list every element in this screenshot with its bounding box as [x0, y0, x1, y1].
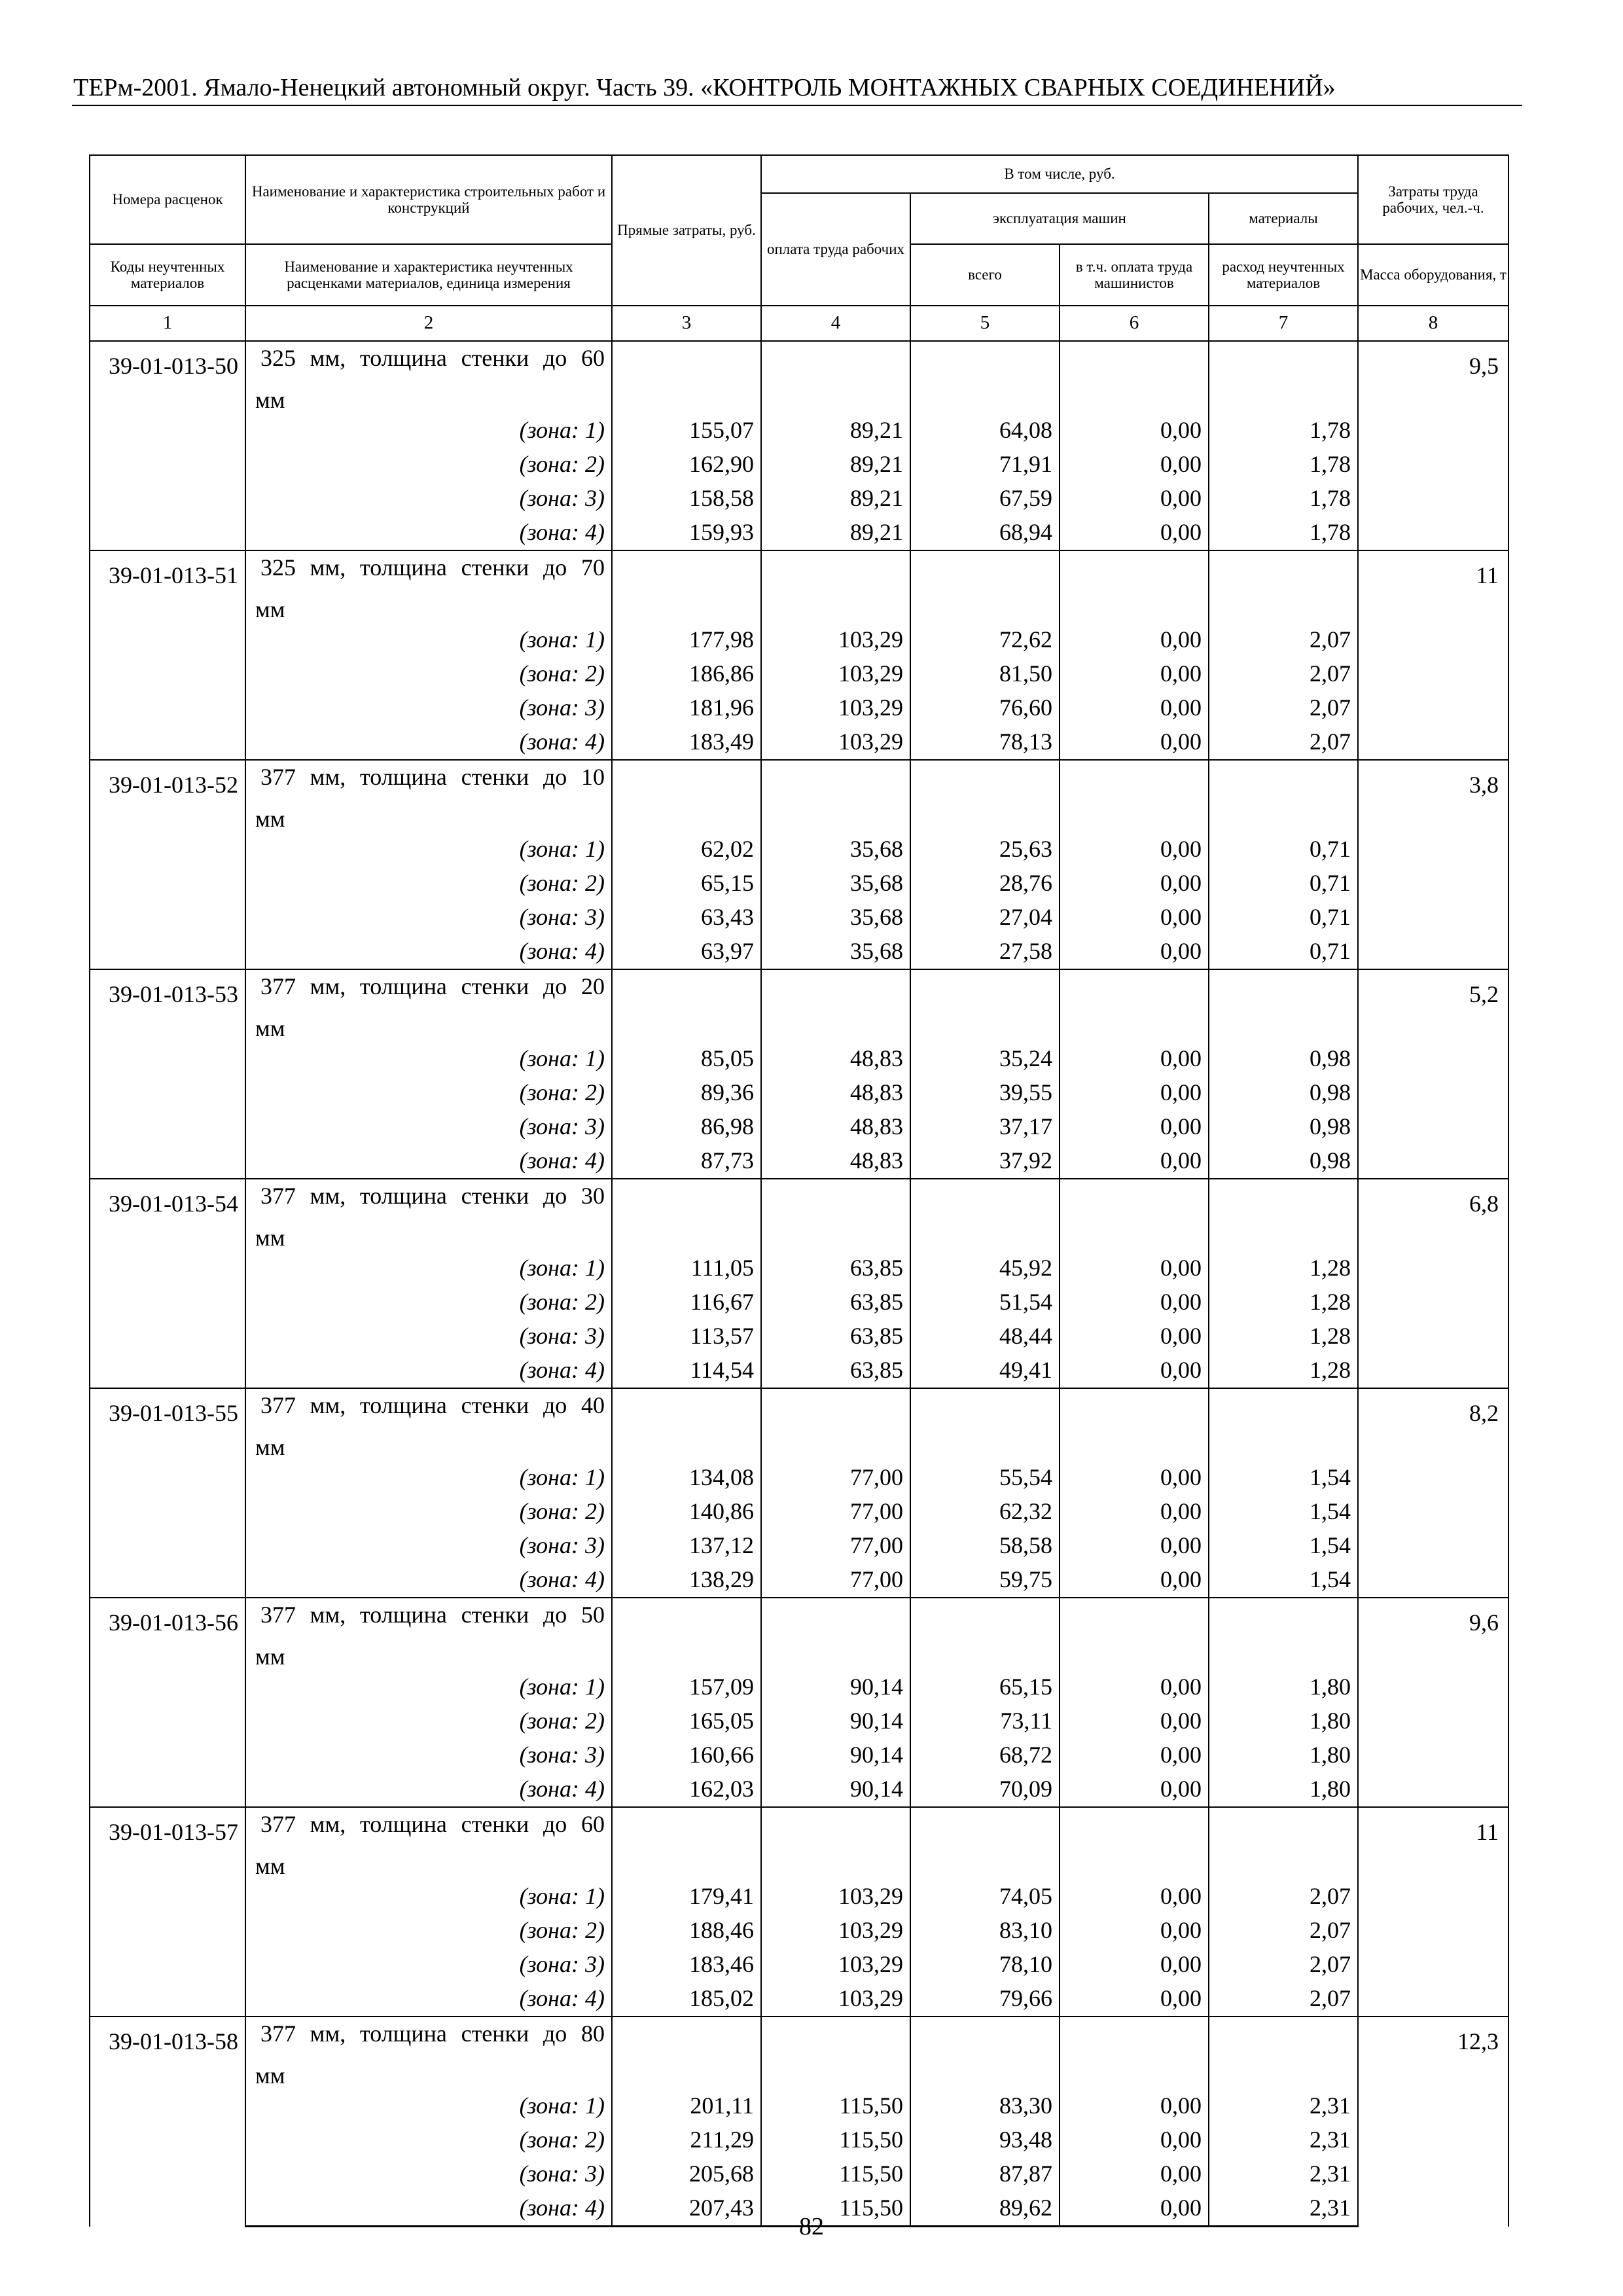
- direct-costs: 86,98: [612, 1110, 761, 1144]
- labor-pay: 89,21: [761, 482, 910, 516]
- machines-operators: 0,00: [1060, 414, 1209, 448]
- zone-label: (зона: 2): [245, 657, 612, 691]
- materials: 0,98: [1209, 1076, 1358, 1110]
- materials: 2,31: [1209, 2157, 1358, 2191]
- labor-pay: 48,83: [761, 1110, 910, 1144]
- direct-costs: 177,98: [612, 623, 761, 657]
- materials: 1,28: [1209, 1319, 1358, 1354]
- labor-pay: 90,14: [761, 1704, 910, 1738]
- direct-costs: 89,36: [612, 1076, 761, 1110]
- machines-operators: 0,00: [1060, 1670, 1209, 1704]
- column-number: 2: [245, 306, 612, 341]
- labor-pay: 103,29: [761, 1982, 910, 2017]
- direct-costs: 185,02: [612, 1982, 761, 2017]
- machines-operators: 0,00: [1060, 482, 1209, 516]
- zone-label: (зона: 2): [245, 2123, 612, 2157]
- zone-label: (зона: 3): [245, 1529, 612, 1563]
- machines-operators: 0,00: [1060, 1563, 1209, 1598]
- labor-pay: 103,29: [761, 1948, 910, 1982]
- machines-total: 83,10: [910, 1914, 1060, 1948]
- column-number: 7: [1209, 306, 1358, 341]
- direct-costs: 181,96: [612, 691, 761, 725]
- rate-description-unit: мм: [245, 589, 612, 623]
- materials: 0,98: [1209, 1110, 1358, 1144]
- direct-costs: 134,08: [612, 1461, 761, 1495]
- header-materials: материалы: [1209, 193, 1358, 244]
- rate-description-unit: мм: [245, 1217, 612, 1251]
- materials: 2,07: [1209, 1948, 1358, 1982]
- machines-total: 27,04: [910, 901, 1060, 935]
- machines-total: 49,41: [910, 1354, 1060, 1388]
- zone-label: (зона: 1): [245, 623, 612, 657]
- machines-operators: 0,00: [1060, 1704, 1209, 1738]
- direct-costs: 183,46: [612, 1948, 761, 1982]
- materials: 1,80: [1209, 1738, 1358, 1772]
- labor-pay: 35,68: [761, 901, 910, 935]
- header-code-top: Номера расценок: [90, 155, 245, 244]
- direct-costs: 162,90: [612, 448, 761, 482]
- materials: 1,28: [1209, 1354, 1358, 1388]
- direct-costs: 65,15: [612, 867, 761, 901]
- header-including: В том числе, руб.: [761, 155, 1358, 193]
- machines-operators: 0,00: [1060, 1529, 1209, 1563]
- direct-costs: 63,43: [612, 901, 761, 935]
- equipment-mass: 9,5: [1358, 341, 1508, 550]
- materials: 1,78: [1209, 414, 1358, 448]
- machines-total: 37,17: [910, 1110, 1060, 1144]
- machines-total: 55,54: [910, 1461, 1060, 1495]
- rate-description-unit: мм: [245, 380, 612, 414]
- machines-operators: 0,00: [1060, 448, 1209, 482]
- zone-label: (зона: 3): [245, 1110, 612, 1144]
- machines-total: 74,05: [910, 1880, 1060, 1914]
- direct-costs: 162,03: [612, 1772, 761, 1807]
- machines-operators: 0,00: [1060, 1495, 1209, 1529]
- rate-code: 39-01-013-50: [90, 341, 245, 550]
- header-unaccounted-materials: расход неучтенных материалов: [1209, 244, 1358, 306]
- header-rule: [72, 105, 1522, 106]
- materials: 2,07: [1209, 623, 1358, 657]
- machines-operators: 0,00: [1060, 657, 1209, 691]
- machines-operators: 0,00: [1060, 1772, 1209, 1807]
- header-code-bottom: Коды неучтенных материалов: [90, 244, 245, 306]
- machines-total: 62,32: [910, 1495, 1060, 1529]
- labor-pay: 103,29: [761, 1880, 910, 1914]
- machines-operators: 0,00: [1060, 1738, 1209, 1772]
- rate-description: 377 мм, толщина стенки до 30: [245, 1179, 612, 1217]
- labor-pay: 115,50: [761, 2157, 910, 2191]
- machines-operators: 0,00: [1060, 1880, 1209, 1914]
- zone-label: (зона: 3): [245, 1319, 612, 1354]
- rate-description-unit: мм: [245, 1427, 612, 1461]
- header-machines-operators: в т.ч. оплата труда машинистов: [1060, 244, 1209, 306]
- header-machines-total: всего: [910, 244, 1060, 306]
- machines-total: 71,91: [910, 448, 1060, 482]
- materials: 2,07: [1209, 657, 1358, 691]
- equipment-mass: 9,6: [1358, 1598, 1508, 1807]
- rate-description-unit: мм: [245, 798, 612, 833]
- labor-pay: 103,29: [761, 657, 910, 691]
- running-title: ТЕРм-2001. Ямало-Ненецкий автономный округ. Часть 39. «КОНТРОЛЬ МОНТАЖНЫХ СВАРНЫХ СОЕДИНЕНИЙ»: [73, 74, 1336, 101]
- machines-total: 89,62: [910, 2191, 1060, 2227]
- labor-pay: 63,85: [761, 1319, 910, 1354]
- labor-pay: 89,21: [761, 414, 910, 448]
- materials: 1,78: [1209, 516, 1358, 550]
- zone-label: (зона: 2): [245, 1704, 612, 1738]
- rate-code: 39-01-013-51: [90, 550, 245, 760]
- machines-total: 73,11: [910, 1704, 1060, 1738]
- materials: 1,54: [1209, 1495, 1358, 1529]
- header-labor-pay: оплата труда рабочих: [761, 193, 910, 306]
- rate-code: 39-01-013-58: [90, 2017, 245, 2227]
- machines-total: 87,87: [910, 2157, 1060, 2191]
- header-labor-cost: Затраты труда рабочих, чел.-ч.: [1358, 155, 1508, 244]
- zone-label: (зона: 3): [245, 901, 612, 935]
- rate-description: 377 мм, толщина стенки до 40: [245, 1388, 612, 1427]
- direct-costs: 113,57: [612, 1319, 761, 1354]
- materials: 2,07: [1209, 691, 1358, 725]
- materials: 2,07: [1209, 725, 1358, 760]
- direct-costs: 157,09: [612, 1670, 761, 1704]
- zone-label: (зона: 3): [245, 2157, 612, 2191]
- machines-operators: 0,00: [1060, 1948, 1209, 1982]
- labor-pay: 90,14: [761, 1772, 910, 1807]
- column-number: 4: [761, 306, 910, 341]
- zone-label: (зона: 1): [245, 1251, 612, 1285]
- labor-pay: 35,68: [761, 935, 910, 969]
- materials: 1,80: [1209, 1772, 1358, 1807]
- machines-operators: 0,00: [1060, 516, 1209, 550]
- machines-operators: 0,00: [1060, 833, 1209, 867]
- zone-label: (зона: 4): [245, 1144, 612, 1179]
- rate-code: 39-01-013-55: [90, 1388, 245, 1598]
- zone-label: (зона: 1): [245, 1880, 612, 1914]
- direct-costs: 183,49: [612, 725, 761, 760]
- rate-description-unit: мм: [245, 1846, 612, 1880]
- machines-operators: 0,00: [1060, 901, 1209, 935]
- materials: 2,31: [1209, 2089, 1358, 2123]
- labor-pay: 35,68: [761, 867, 910, 901]
- materials: 1,54: [1209, 1529, 1358, 1563]
- zone-label: (зона: 4): [245, 1772, 612, 1807]
- zone-label: (зона: 4): [245, 1354, 612, 1388]
- zone-label: (зона: 1): [245, 1670, 612, 1704]
- direct-costs: 138,29: [612, 1563, 761, 1598]
- labor-pay: 77,00: [761, 1461, 910, 1495]
- labor-pay: 115,50: [761, 2123, 910, 2157]
- direct-costs: 159,93: [612, 516, 761, 550]
- machines-operators: 0,00: [1060, 691, 1209, 725]
- machines-total: 27,58: [910, 935, 1060, 969]
- machines-operators: 0,00: [1060, 1076, 1209, 1110]
- labor-pay: 63,85: [761, 1285, 910, 1319]
- machines-total: 70,09: [910, 1772, 1060, 1807]
- direct-costs: 165,05: [612, 1704, 761, 1738]
- equipment-mass: 12,3: [1358, 2017, 1508, 2227]
- labor-pay: 77,00: [761, 1563, 910, 1598]
- zone-label: (зона: 4): [245, 1982, 612, 2017]
- direct-costs: 114,54: [612, 1354, 761, 1388]
- header-machines: эксплуатация машин: [910, 193, 1209, 244]
- labor-pay: 63,85: [761, 1354, 910, 1388]
- table-header: [90, 155, 1508, 341]
- machines-total: 35,24: [910, 1042, 1060, 1076]
- zone-label: (зона: 3): [245, 482, 612, 516]
- zone-label: (зона: 3): [245, 691, 612, 725]
- labor-pay: 115,50: [761, 2191, 910, 2227]
- direct-costs: 63,97: [612, 935, 761, 969]
- labor-pay: 48,83: [761, 1042, 910, 1076]
- zone-label: (зона: 1): [245, 414, 612, 448]
- machines-operators: 0,00: [1060, 1042, 1209, 1076]
- labor-pay: 90,14: [761, 1738, 910, 1772]
- zone-label: (зона: 4): [245, 516, 612, 550]
- rate-code: 39-01-013-56: [90, 1598, 245, 1807]
- zone-label: (зона: 2): [245, 1285, 612, 1319]
- machines-total: 59,75: [910, 1563, 1060, 1598]
- labor-pay: 35,68: [761, 833, 910, 867]
- machines-operators: 0,00: [1060, 1914, 1209, 1948]
- machines-total: 51,54: [910, 1285, 1060, 1319]
- materials: 0,71: [1209, 935, 1358, 969]
- machines-total: 83,30: [910, 2089, 1060, 2123]
- direct-costs: 62,02: [612, 833, 761, 867]
- labor-pay: 103,29: [761, 691, 910, 725]
- machines-operators: 0,00: [1060, 1354, 1209, 1388]
- zone-label: (зона: 4): [245, 1563, 612, 1598]
- machines-total: 78,10: [910, 1948, 1060, 1982]
- rate-description: 377 мм, толщина стенки до 60: [245, 1807, 612, 1846]
- machines-total: 25,63: [910, 833, 1060, 867]
- machines-total: 68,94: [910, 516, 1060, 550]
- direct-costs: 155,07: [612, 414, 761, 448]
- materials: 0,98: [1209, 1042, 1358, 1076]
- materials: 1,54: [1209, 1461, 1358, 1495]
- header-name-top: Наименование и характеристика строительных работ и конструкций: [245, 155, 612, 244]
- machines-total: 39,55: [910, 1076, 1060, 1110]
- direct-costs: 205,68: [612, 2157, 761, 2191]
- machines-operators: 0,00: [1060, 867, 1209, 901]
- materials: 1,78: [1209, 448, 1358, 482]
- direct-costs: 158,58: [612, 482, 761, 516]
- zone-label: (зона: 4): [245, 935, 612, 969]
- machines-total: 64,08: [910, 414, 1060, 448]
- rate-description: 325 мм, толщина стенки до 60: [245, 341, 612, 380]
- rate-code: 39-01-013-52: [90, 760, 245, 969]
- column-number: 3: [612, 306, 761, 341]
- materials: 2,07: [1209, 1914, 1358, 1948]
- materials: 2,31: [1209, 2123, 1358, 2157]
- labor-pay: 103,29: [761, 623, 910, 657]
- zone-label: (зона: 3): [245, 1738, 612, 1772]
- direct-costs: 140,86: [612, 1495, 761, 1529]
- zone-label: (зона: 2): [245, 867, 612, 901]
- machines-operators: 0,00: [1060, 2191, 1209, 2227]
- machines-operators: 0,00: [1060, 1251, 1209, 1285]
- machines-total: 65,15: [910, 1670, 1060, 1704]
- materials: 0,71: [1209, 833, 1358, 867]
- materials: 1,78: [1209, 482, 1358, 516]
- direct-costs: 160,66: [612, 1738, 761, 1772]
- direct-costs: 116,67: [612, 1285, 761, 1319]
- zone-label: (зона: 1): [245, 2089, 612, 2123]
- rate-description: 325 мм, толщина стенки до 70: [245, 550, 612, 589]
- zone-label: (зона: 1): [245, 1042, 612, 1076]
- equipment-mass: 3,8: [1358, 760, 1508, 969]
- rate-code: 39-01-013-53: [90, 969, 245, 1179]
- zone-label: (зона: 2): [245, 1495, 612, 1529]
- direct-costs: 186,86: [612, 657, 761, 691]
- machines-operators: 0,00: [1060, 1285, 1209, 1319]
- direct-costs: 137,12: [612, 1529, 761, 1563]
- machines-operators: 0,00: [1060, 1144, 1209, 1179]
- materials: 2,07: [1209, 1880, 1358, 1914]
- zone-label: (зона: 1): [245, 1461, 612, 1495]
- machines-total: 45,92: [910, 1251, 1060, 1285]
- rates-table: [89, 154, 1509, 2227]
- labor-pay: 77,00: [761, 1495, 910, 1529]
- rate-description: 377 мм, толщина стенки до 50: [245, 1598, 612, 1636]
- rate-description: 377 мм, толщина стенки до 10: [245, 760, 612, 798]
- direct-costs: 201,11: [612, 2089, 761, 2123]
- rate-code: 39-01-013-54: [90, 1179, 245, 1388]
- machines-operators: 0,00: [1060, 1110, 1209, 1144]
- table-body: [90, 341, 1508, 2227]
- machines-total: 79,66: [910, 1982, 1060, 2017]
- rate-description-unit: мм: [245, 2055, 612, 2089]
- header-direct-costs: Прямые затраты, руб.: [612, 155, 761, 306]
- direct-costs: 207,43: [612, 2191, 761, 2227]
- header-name-bottom: Наименование и характеристика неучтенных расценками материалов, единица измерения: [245, 244, 612, 306]
- equipment-mass: 8,2: [1358, 1388, 1508, 1598]
- labor-pay: 77,00: [761, 1529, 910, 1563]
- machines-operators: 0,00: [1060, 935, 1209, 969]
- labor-pay: 63,85: [761, 1251, 910, 1285]
- machines-total: 37,92: [910, 1144, 1060, 1179]
- rate-description: 377 мм, толщина стенки до 20: [245, 969, 612, 1008]
- materials: 2,07: [1209, 1982, 1358, 2017]
- machines-operators: 0,00: [1060, 623, 1209, 657]
- materials: 2,31: [1209, 2191, 1358, 2227]
- materials: 0,98: [1209, 1144, 1358, 1179]
- equipment-mass: 11: [1358, 550, 1508, 760]
- materials: 1,80: [1209, 1704, 1358, 1738]
- equipment-mass: 11: [1358, 1807, 1508, 2017]
- machines-total: 81,50: [910, 657, 1060, 691]
- header-equipment-mass: Масса оборудования, т: [1358, 244, 1508, 306]
- materials: 1,28: [1209, 1285, 1358, 1319]
- zone-label: (зона: 2): [245, 448, 612, 482]
- labor-pay: 89,21: [761, 448, 910, 482]
- equipment-mass: 6,8: [1358, 1179, 1508, 1388]
- zone-label: (зона: 4): [245, 725, 612, 760]
- materials: 1,80: [1209, 1670, 1358, 1704]
- page-number: 82: [799, 2213, 824, 2240]
- labor-pay: 103,29: [761, 725, 910, 760]
- column-number: 1: [90, 306, 245, 341]
- machines-operators: 0,00: [1060, 2123, 1209, 2157]
- machines-operators: 0,00: [1060, 2089, 1209, 2123]
- materials: 0,71: [1209, 901, 1358, 935]
- direct-costs: 179,41: [612, 1880, 761, 1914]
- machines-operators: 0,00: [1060, 1461, 1209, 1495]
- machines-operators: 0,00: [1060, 725, 1209, 760]
- zone-label: (зона: 4): [245, 2191, 612, 2227]
- machines-total: 48,44: [910, 1319, 1060, 1354]
- zone-label: (зона: 1): [245, 833, 612, 867]
- labor-pay: 90,14: [761, 1670, 910, 1704]
- machines-total: 93,48: [910, 2123, 1060, 2157]
- equipment-mass: 5,2: [1358, 969, 1508, 1179]
- machines-total: 58,58: [910, 1529, 1060, 1563]
- direct-costs: 188,46: [612, 1914, 761, 1948]
- machines-total: 68,72: [910, 1738, 1060, 1772]
- labor-pay: 48,83: [761, 1076, 910, 1110]
- machines-operators: 0,00: [1060, 1982, 1209, 2017]
- rate-description-unit: мм: [245, 1636, 612, 1670]
- machines-operators: 0,00: [1060, 1319, 1209, 1354]
- direct-costs: 87,73: [612, 1144, 761, 1179]
- column-number: 8: [1358, 306, 1508, 341]
- machines-total: 72,62: [910, 623, 1060, 657]
- zone-label: (зона: 3): [245, 1948, 612, 1982]
- machines-total: 67,59: [910, 482, 1060, 516]
- labor-pay: 103,29: [761, 1914, 910, 1948]
- rate-description-unit: мм: [245, 1008, 612, 1042]
- zone-label: (зона: 2): [245, 1076, 612, 1110]
- machines-total: 28,76: [910, 867, 1060, 901]
- direct-costs: 85,05: [612, 1042, 761, 1076]
- rate-code: 39-01-013-57: [90, 1807, 245, 2017]
- machines-total: 78,13: [910, 725, 1060, 760]
- labor-pay: 89,21: [761, 516, 910, 550]
- machines-operators: 0,00: [1060, 2157, 1209, 2191]
- materials: 1,28: [1209, 1251, 1358, 1285]
- direct-costs: 211,29: [612, 2123, 761, 2157]
- materials: 1,54: [1209, 1563, 1358, 1598]
- rate-description: 377 мм, толщина стенки до 80: [245, 2017, 612, 2055]
- machines-total: 76,60: [910, 691, 1060, 725]
- labor-pay: 48,83: [761, 1144, 910, 1179]
- zone-label: (зона: 2): [245, 1914, 612, 1948]
- column-number: 5: [910, 306, 1060, 341]
- labor-pay: 115,50: [761, 2089, 910, 2123]
- materials: 0,71: [1209, 867, 1358, 901]
- column-number: 6: [1060, 306, 1209, 341]
- direct-costs: 111,05: [612, 1251, 761, 1285]
